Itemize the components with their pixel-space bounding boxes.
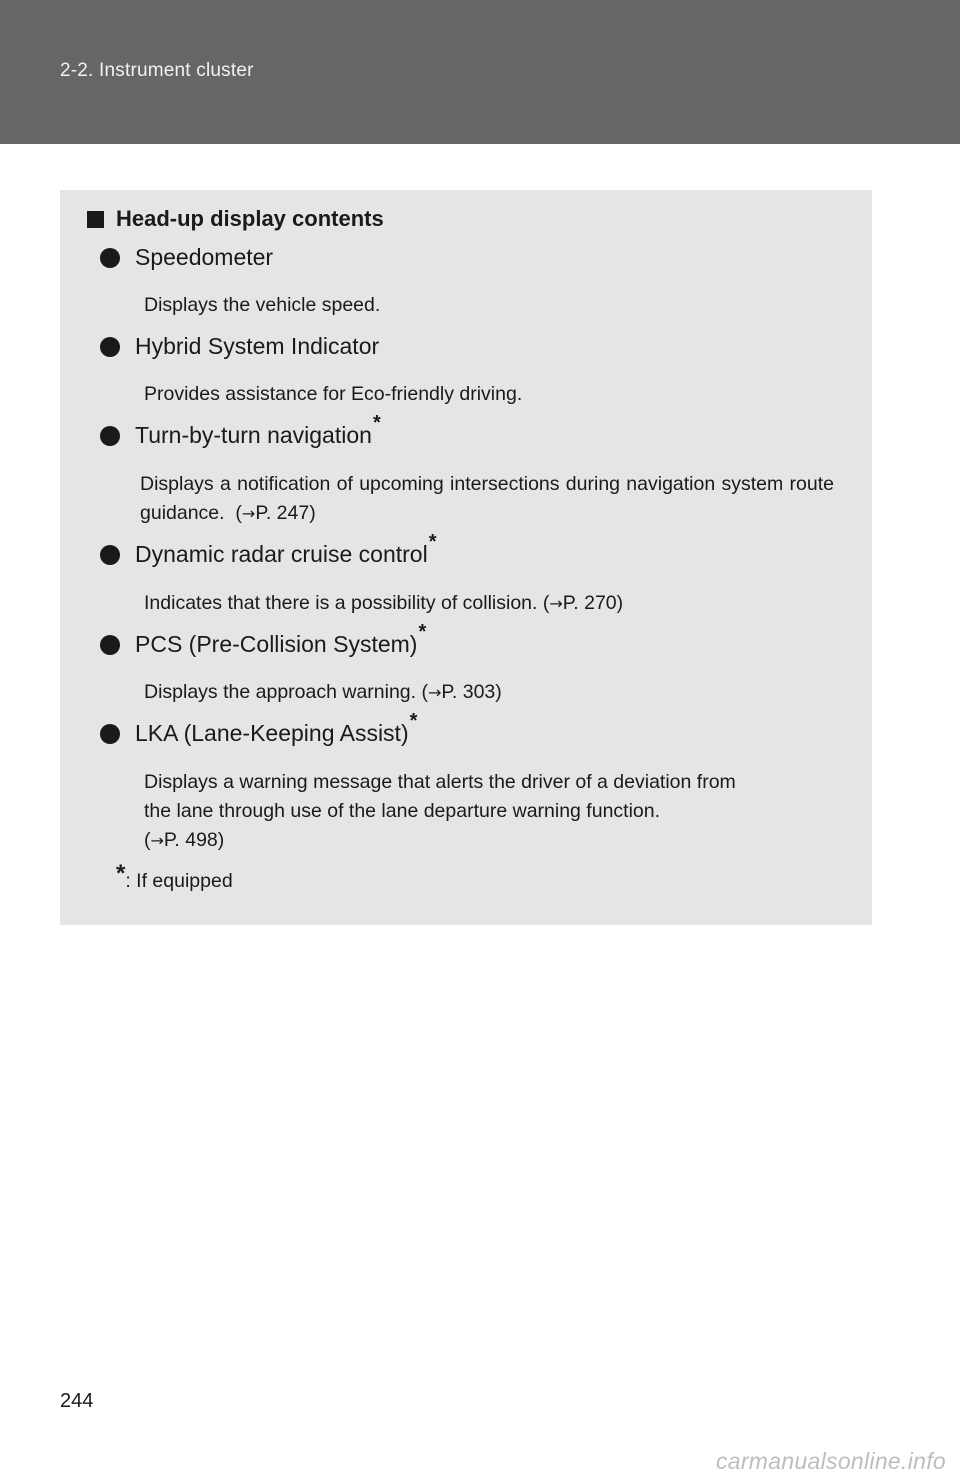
item-description: Displays a warning message that alerts the driver of a deviation from the lane through use of the lane departure warning function. (→P. 498) xyxy=(144,771,736,851)
item-description: Displays a notification of upcoming intersections during navigation system route guidance. (→P. 247) xyxy=(140,473,834,524)
list-item-radar-cruise xyxy=(100,531,437,568)
list-item-speedometer xyxy=(100,244,273,271)
footnote-text: : If equipped xyxy=(125,870,233,892)
bullet-icon xyxy=(100,724,120,744)
item-title: PCS (Pre-Collision System) xyxy=(135,631,418,657)
item-description: Provides assistance for Eco-friendly driving. xyxy=(144,383,523,405)
list-item-lka xyxy=(100,710,418,747)
arrow-icon: → xyxy=(549,594,563,613)
square-bullet-icon xyxy=(87,211,104,228)
list-item-hybrid-indicator xyxy=(100,333,379,360)
item-description: Displays the vehicle speed. xyxy=(144,294,381,316)
page-reference-link[interactable]: P. 498 xyxy=(163,829,218,851)
footnote-star: * xyxy=(418,621,427,643)
footnote-star: * xyxy=(409,710,418,732)
bullet-icon xyxy=(100,635,120,655)
footnote-star: * xyxy=(116,860,126,887)
page-reference-link[interactable]: P. 247 xyxy=(255,502,310,524)
arrow-icon: → xyxy=(428,683,442,702)
arrow-icon: → xyxy=(150,831,164,850)
bullet-icon xyxy=(100,426,120,446)
panel-heading-text: Head-up display contents xyxy=(116,206,384,231)
header-bar xyxy=(0,0,960,144)
footnote-star: * xyxy=(372,412,381,434)
arrow-icon: → xyxy=(241,504,256,523)
section-title: 2-2. Instrument cluster xyxy=(60,60,254,81)
list-item-pcs xyxy=(100,621,427,658)
bullet-icon xyxy=(100,337,120,357)
watermark: carmanualsonline.info xyxy=(715,1448,946,1474)
item-title: Speedometer xyxy=(135,244,274,270)
footnote xyxy=(116,860,233,894)
item-title: LKA (Lane-Keeping Assist) xyxy=(135,720,409,746)
info-panel xyxy=(60,190,872,925)
list-item-turn-by-turn xyxy=(100,412,381,449)
page-number: 244 xyxy=(60,1390,94,1412)
footnote-star: * xyxy=(428,531,437,553)
item-description: Displays the approach warning. (→P. 303) xyxy=(144,681,502,703)
panel-heading xyxy=(87,206,384,232)
item-title: Hybrid System Indicator xyxy=(135,333,380,359)
page-reference-link[interactable]: P. 303 xyxy=(441,681,496,703)
bullet-icon xyxy=(100,248,120,268)
item-title: Turn-by-turn navigation xyxy=(135,422,372,448)
page-reference-link[interactable]: P. 270 xyxy=(562,592,617,614)
bullet-icon xyxy=(100,545,120,565)
item-title: Dynamic radar cruise control xyxy=(135,541,428,567)
item-description: Indicates that there is a possibility of collision. (→P. 270) xyxy=(144,592,624,614)
